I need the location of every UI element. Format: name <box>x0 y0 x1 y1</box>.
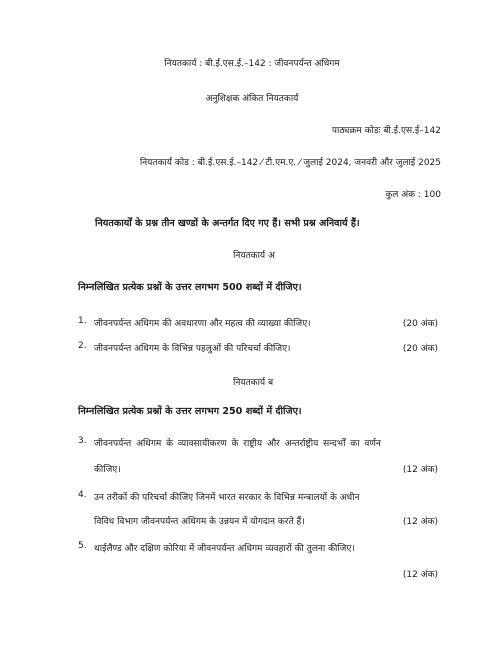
question-text-line2: विविध विभाग जीवनपर्यन्त अधिगम के उन्नयन में योगदान करते हैं। <box>94 517 305 527</box>
course-code: पाठ्यक्रम कोडः बी.ई.एस.ई–142 <box>331 126 441 136</box>
assignment-title-line: नियतकार्य : बी.ई.एस.ई.–142 : जीवनपर्यन्त अधिगम <box>164 59 340 69</box>
question-number: 2. <box>78 341 87 351</box>
question-text-line2: कीजिए। <box>94 465 121 475</box>
general-instructions: नियतकार्यों के प्रश्न तीन खण्डों के अन्तर्गत दिए गए हैं। सभी प्रश्न अनिवार्य हैं। <box>95 218 360 229</box>
question-marks: (12 अंक) <box>402 570 438 580</box>
total-marks: कुल अंक : 100 <box>385 190 441 200</box>
question-text: जीवनपर्यन्त अधिगम के विभिन्न पहलुओं की परिचर्चा कीजिए। <box>94 344 291 354</box>
question-text: जीवनपर्यन्त अधिगम की अवधारणा और महत्व की व्याख्या कीजिए। <box>94 319 311 329</box>
question-marks: (12 अंक) <box>402 465 438 475</box>
question-marks: (20 अंक) <box>402 319 438 329</box>
question-number: 1. <box>78 316 87 326</box>
question-number: 5. <box>78 541 87 551</box>
question-number: 3. <box>78 436 87 446</box>
question-marks: (20 अंक) <box>402 344 438 354</box>
question-text-line1: थाईलैण्ड और दक्षिण कोरिया में जीवनपर्यन्त अधिगम व्यवहारों की तुलना कीजिए। <box>94 544 355 554</box>
section-b-title: नियतकार्य ब <box>233 378 274 388</box>
section-b-instruction: निम्नलिखित प्रत्येक प्रश्नों के उत्तर लगभग 250 शब्दों में दीजिए। <box>78 406 302 417</box>
tutor-marked-subtitle: अनुशिक्षक अंकित नियतकार्य <box>205 94 299 104</box>
question-number: 4. <box>78 490 87 500</box>
section-a-instruction: निम्नलिखित प्रत्येक प्रश्नों के उत्तर लगभग 500 शब्दों में दीजिए। <box>78 282 302 293</box>
question-marks: (12 अंक) <box>402 517 438 527</box>
assignment-code: नियतकार्य कोड : बी.ई.एस.ई.–142 ⁄ टी.एम.ए. ⁄ जुलाई 2024, जनवरी और जुलाई 2025 <box>139 158 441 168</box>
section-a-title: नियतकार्य अ <box>233 251 275 261</box>
question-text-line1: उन तरीकों की परिचर्चा कीजिए जिनमें भारत सरकार के विभिन्न मन्त्रालयों के अधीन <box>94 493 360 503</box>
question-text-line1: जीवनपर्यन्त अधिगम के व्यावसायीकरण के राष्ट्रीय और अन्तर्राष्ट्रीय सन्दर्भों का वर्णन <box>94 439 381 449</box>
